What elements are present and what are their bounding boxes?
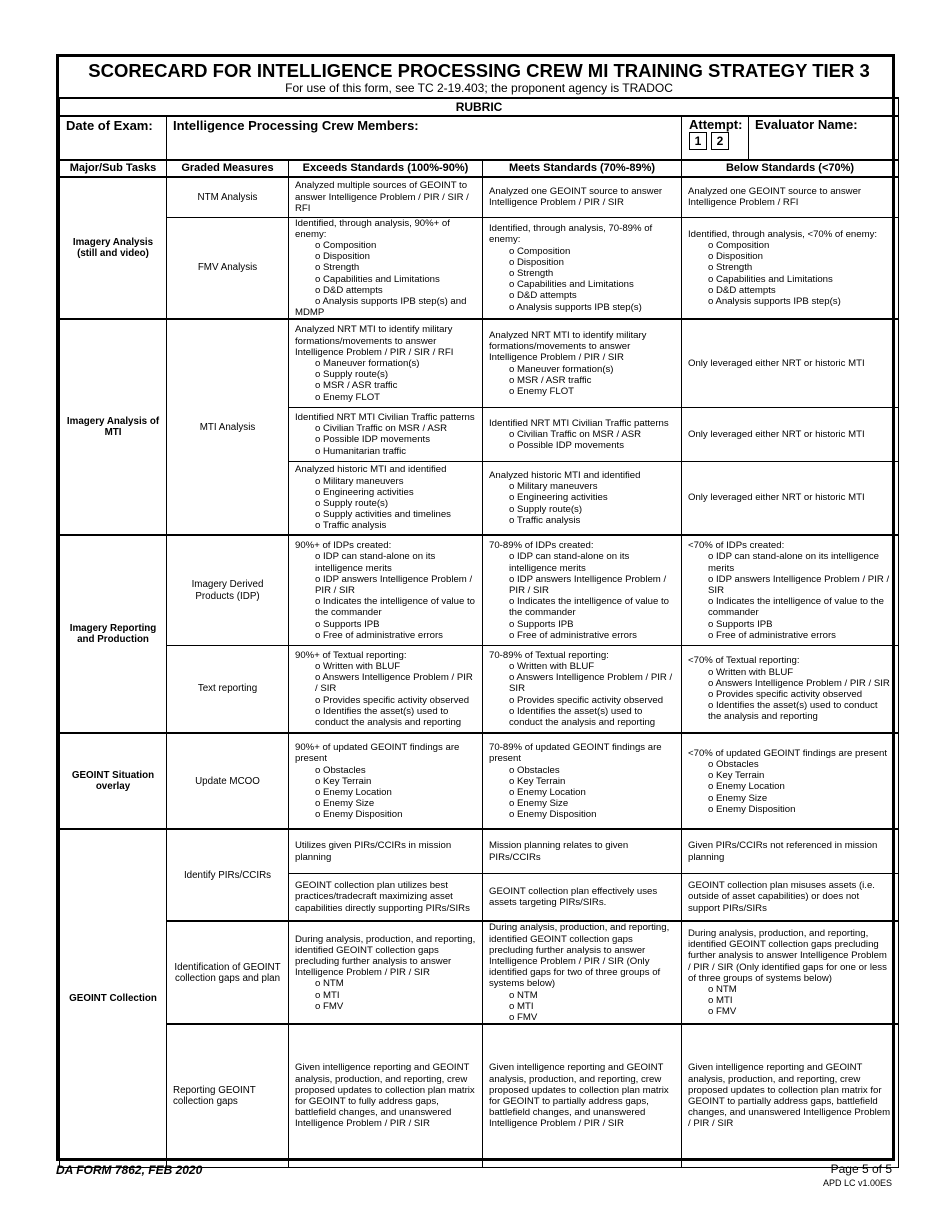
list-item: o Supports IPB <box>509 618 574 630</box>
cell-mcoo-meets <box>483 733 682 829</box>
list-item: o Enemy Location <box>509 786 586 798</box>
list-item: o Written with BLUF <box>509 661 595 673</box>
list-item: o Engineering activities <box>315 486 414 498</box>
list-item: o Answers Intelligence Problem / PIR / SIR <box>509 672 673 695</box>
cell-ntm-below: Analyzed one GEOINT source to answer Intelligence Problem / RFI <box>682 177 899 217</box>
attempt-2-box[interactable]: 2 <box>711 132 729 150</box>
list-item: o NTM <box>315 978 344 990</box>
scorecard-table <box>59 57 899 1168</box>
cell-pirs-r1-below: Given PIRs/CCIRs not referenced in mission planning <box>682 829 899 873</box>
list-item: o Provides specific activity observed <box>315 694 470 706</box>
col-header-measure: Graded Measures <box>167 160 289 177</box>
list-item: o Humanitarian traffic <box>315 445 407 457</box>
list-item: o Identifies the asset(s) used to conduct the analysis and reporting <box>509 705 656 729</box>
list-item: o Answers Intelligence Problem / PIR / SIR <box>315 672 473 695</box>
cell-mcoo-below <box>682 733 899 829</box>
list-item: o Maneuver formation(s) <box>315 357 420 369</box>
list-item: o Provides specific activity observed <box>509 694 664 706</box>
list-item: o MTI <box>708 995 733 1007</box>
measure-identify-pirs: Identify PIRs/CCIRs <box>167 829 289 921</box>
list-item: o Answers Intelligence Problem / PIR / SIR <box>708 677 890 689</box>
list-item: o IDP can stand-alone on its intelligence merits <box>708 551 880 574</box>
gaps-meets-text: During analysis, production, and reporting, identified GEOINT collection gaps precluding further analysis to answer Intelligence Problem / PIR / SIR (Only identified gaps for two of three groups of systems below) <box>489 922 670 990</box>
fmv-meets-intro: Identified, through analysis, 70-89% of enemy: <box>489 223 653 246</box>
cell-pirs-r2-meets: GEOINT collection plan effectively uses assets targeting PIRs/SIRs. <box>483 873 682 921</box>
list-item: o Maneuver formation(s) <box>509 363 614 375</box>
list-item: o Composition <box>509 245 571 257</box>
cell-text-below <box>682 645 899 733</box>
list-item: o Traffic analysis <box>315 520 387 532</box>
list-item: o Indicates the intelligence of value to the commander <box>315 596 476 619</box>
cell-pirs-r1-exceeds: Utilizes given PIRs/CCIRs in mission planning <box>289 829 483 873</box>
page-number: Page 5 of 5 <box>830 1162 892 1176</box>
crew-members-label: Intelligence Processing Crew Members: <box>173 118 419 133</box>
list-item: o Possible IDP movements <box>315 434 430 446</box>
list-item: o Written with BLUF <box>315 661 401 673</box>
list-item: o Disposition <box>708 251 763 263</box>
list-item: o D&D attempts <box>509 290 577 302</box>
list-item: o Disposition <box>509 256 564 268</box>
list-item: o NTM <box>708 983 737 995</box>
mti-r2-meets-intro: Identified NRT MTI Civilian Traffic patterns <box>489 417 669 429</box>
fmv-below-intro: Identified, through analysis, <70% of enemy: <box>688 228 878 240</box>
cell-gaps-below <box>682 921 899 1024</box>
list-item: o Obstacles <box>315 764 366 776</box>
task-geoint-overlay: GEOINT Situation overlay <box>60 733 167 829</box>
mti-r2-exceeds-intro: Identified NRT MTI Civilian Traffic patterns <box>295 411 475 423</box>
mti-r3-exceeds-intro: Analyzed historic MTI and identified <box>295 464 447 476</box>
cell-mti-r2-meets <box>483 407 682 461</box>
mti-r1-meets-intro: Analyzed NRT MTI to identify military formations/movements to answer Intelligence Problem / PIR / SIR <box>489 329 647 364</box>
list-item: o FMV <box>708 1006 737 1018</box>
list-item: o Enemy FLOT <box>509 385 575 397</box>
list-item: o Traffic analysis <box>509 514 581 526</box>
list-item: o Military maneuvers <box>509 481 598 493</box>
mcoo-meets-intro: 70-89% of updated GEOINT findings are present <box>489 742 662 765</box>
col-header-below: Below Standards (<70%) <box>682 160 899 177</box>
cell-pirs-r1-meets: Mission planning relates to given PIRs/CCIRs <box>483 829 682 873</box>
list-item: o Analysis supports IPB step(s) and <box>315 295 467 307</box>
cell-mcoo-exceeds <box>289 733 483 829</box>
list-item: o Supports IPB <box>708 618 773 630</box>
list-item: o Identifies the asset(s) used to conduct the analysis and reporting <box>315 705 462 729</box>
list-item: o Possible IDP movements <box>509 439 624 451</box>
cell-text-exceeds <box>289 645 483 733</box>
measure-fmv-analysis: FMV Analysis <box>167 217 289 319</box>
form-subtitle: For use of this form, see TC 2-19.403; the proponent agency is TRADOC <box>285 81 673 95</box>
page-footer <box>823 1162 892 1188</box>
cell-ntm-exceeds: Analyzed multiple sources of GEOINT to answer Intelligence Problem / PIR / SIR / RFI <box>289 177 483 217</box>
list-item: o Composition <box>708 239 770 251</box>
mcoo-exceeds-intro: 90%+ of updated GEOINT findings are present <box>295 742 460 765</box>
list-item: o Free of administrative errors <box>708 629 836 641</box>
cell-report-below: Given intelligence reporting and GEOINT analysis, production, and reporting, crew proposed updates to collection plan matrix for GEOINT to partially address gaps, battlefield changes, and unanswered Intelligence Problem / PIR / SIR <box>682 1024 899 1167</box>
list-item: o Enemy FLOT <box>315 391 381 403</box>
cell-mti-r1-meets <box>483 319 682 407</box>
list-item: o Enemy Disposition <box>315 809 403 821</box>
text-meets-intro: 70-89% of Textual reporting: <box>489 649 609 661</box>
date-of-exam-field[interactable] <box>60 116 167 160</box>
cell-report-exceeds: Given intelligence reporting and GEOINT analysis, production, and reporting, crew proposed updates to collection plan matrix for GEOINT to fully address gaps, battlefield changes, and unanswered Intelligence Problem / PIR / SIR <box>289 1024 483 1167</box>
task-imagery-reporting: Imagery Reporting and Production <box>60 535 167 733</box>
cell-pirs-r2-below: GEOINT collection plan misuses assets (i.e. outside of asset capabilities) or does not support PIRs/SIRs <box>682 873 899 921</box>
list-item: o MSR / ASR traffic <box>509 374 592 386</box>
list-item: o MTI <box>509 1000 534 1012</box>
list-item: o IDP answers Intelligence Problem / PIR / SIR <box>315 573 473 596</box>
attempt-1-box[interactable]: 1 <box>689 132 707 150</box>
crew-members-field[interactable] <box>167 116 682 160</box>
list-item: o Key Terrain <box>509 775 566 787</box>
evaluator-name-label: Evaluator Name: <box>755 117 858 132</box>
cell-pirs-r2-exceeds: GEOINT collection plan utilizes best practices/tradecraft maximizing asset capabilities directly supporting PIRs/SIRs <box>289 873 483 921</box>
list-item: o IDP answers Intelligence Problem / PIR / SIR <box>509 573 667 596</box>
measure-update-mcoo: Update MCOO <box>167 733 289 829</box>
cell-gaps-exceeds <box>289 921 483 1024</box>
mti-r1-exceeds-intro: Analyzed NRT MTI to identify military formations/movements to answer Intelligence Problem / PIR / SIR / RFI <box>295 324 454 358</box>
cell-mti-r2-exceeds <box>289 407 483 461</box>
list-item: o Provides specific activity observed <box>708 689 863 701</box>
measure-collection-gaps: Identification of GEOINT collection gaps and plan <box>167 921 289 1024</box>
list-item: o Supply route(s) <box>315 369 389 381</box>
list-item: o Strength <box>509 267 554 279</box>
mcoo-below-intro: <70% of updated GEOINT findings are present <box>688 747 888 759</box>
list-item: o Capabilities and Limitations <box>708 273 833 285</box>
list-item: o Engineering activities <box>509 492 608 504</box>
list-item: o Obstacles <box>708 758 759 770</box>
cell-mti-r3-below: Only leveraged either NRT or historic MTI <box>682 461 899 535</box>
scorecard-form <box>56 54 895 1161</box>
cell-mti-r1-exceeds <box>289 319 483 407</box>
measure-reporting-gaps: Reporting GEOINT collection gaps <box>167 1024 289 1167</box>
list-item: o MTI <box>315 989 340 1001</box>
idp-meets-intro: 70-89% of IDPs created: <box>489 540 594 552</box>
evaluator-name-field[interactable] <box>749 117 898 159</box>
cell-idp-below <box>682 535 899 645</box>
measure-mti-analysis: MTI Analysis <box>167 319 289 535</box>
list-item: o Free of administrative errors <box>315 629 443 641</box>
list-item: o Civilian Traffic on MSR / ASR <box>315 423 448 435</box>
list-item: o D&D attempts <box>708 284 776 296</box>
form-header <box>60 57 899 98</box>
cell-mti-r3-exceeds <box>289 461 483 535</box>
rubric-label: RUBRIC <box>60 98 899 116</box>
list-item: o Enemy Disposition <box>708 803 796 815</box>
list-item: o Written with BLUF <box>708 666 794 678</box>
list-item: o Enemy Disposition <box>509 809 597 821</box>
measure-ntm-analysis: NTM Analysis <box>167 177 289 217</box>
list-item: o Enemy Location <box>708 781 785 793</box>
cell-fmv-below <box>682 217 899 319</box>
list-item: o Military maneuvers <box>315 475 404 487</box>
fmv-exceeds-intro: Identified, through analysis, 90%+ of enemy: <box>295 217 450 240</box>
cell-mti-r3-meets <box>483 461 682 535</box>
list-item: o Obstacles <box>509 764 560 776</box>
list-item: o Supply route(s) <box>509 503 583 515</box>
date-of-exam-label: Date of Exam: <box>66 118 153 133</box>
task-imagery-analysis: Imagery Analysis (still and video) <box>60 177 167 319</box>
list-item: o Indicates the intelligence of value to the commander <box>509 596 670 619</box>
task-imagery-analysis-mti: Imagery Analysis of MTI <box>60 319 167 535</box>
list-item: o IDP can stand-alone on its intelligence merits <box>509 551 630 574</box>
list-item: o Analysis supports IPB step(s) <box>708 295 841 307</box>
gaps-exceeds-text: During analysis, production, and reporting, identified GEOINT collection gaps precluding further analysis to answer Intelligence Problem / PIR / SIR <box>295 933 476 979</box>
idp-exceeds-intro: 90%+ of IDPs created: <box>295 540 392 552</box>
mti-r3-meets-intro: Analyzed historic MTI and identified <box>489 470 641 482</box>
col-header-task: Major/Sub Tasks <box>60 160 167 177</box>
attempt-evaluator-cell <box>682 116 899 160</box>
col-header-exceeds: Exceeds Standards (100%-90%) <box>289 160 483 177</box>
measure-text-reporting: Text reporting <box>167 645 289 733</box>
list-item: o Enemy Size <box>315 798 375 810</box>
list-item: o Strength <box>708 262 753 274</box>
cell-fmv-exceeds <box>289 217 483 319</box>
attempt-label: Attempt: <box>689 117 743 132</box>
list-item: o Disposition <box>315 251 370 263</box>
cell-idp-meets <box>483 535 682 645</box>
list-item: o Enemy Location <box>315 786 392 798</box>
list-item: o IDP answers Intelligence Problem / PIR / SIR <box>708 573 890 596</box>
cell-idp-exceeds <box>289 535 483 645</box>
list-item: o Civilian Traffic on MSR / ASR <box>509 428 642 440</box>
text-below-intro: <70% of Textual reporting: <box>688 655 800 667</box>
list-item: o Composition <box>315 239 377 251</box>
list-item: o D&D attempts <box>315 284 383 296</box>
version-label: APD LC v1.00ES <box>822 1178 892 1188</box>
list-item: o Enemy Size <box>708 792 768 804</box>
list-item: o NTM <box>509 989 538 1001</box>
cell-text-meets <box>483 645 682 733</box>
list-item: o Capabilities and Limitations <box>315 273 440 285</box>
list-item: o FMV <box>509 1011 538 1023</box>
list-item: o Analysis supports IPB step(s) <box>509 301 642 313</box>
list-item: o Supports IPB <box>315 618 380 630</box>
list-item: o MSR / ASR traffic <box>315 380 398 392</box>
list-item: o Key Terrain <box>708 770 765 782</box>
col-header-meets: Meets Standards (70%-89%) <box>483 160 682 177</box>
idp-below-intro: <70% of IDPs created: <box>688 540 785 552</box>
list-item: o Identifies the asset(s) used to conduct the analysis and reporting <box>708 700 878 723</box>
list-item: o Strength <box>315 262 360 274</box>
list-item: o Capabilities and Limitations <box>509 279 634 291</box>
list-item: o Key Terrain <box>315 775 372 787</box>
list-item: o IDP can stand-alone on its intelligence merits <box>315 551 436 574</box>
cell-mti-r2-below: Only leveraged either NRT or historic MTI <box>682 407 899 461</box>
text-exceeds-intro: 90%+ of Textual reporting: <box>295 649 407 661</box>
list-item: o Indicates the intelligence of value to the commander <box>708 596 885 619</box>
cell-ntm-meets: Analyzed one GEOINT source to answer Intelligence Problem / PIR / SIR <box>483 177 682 217</box>
list-item: o Supply activities and timelines <box>315 509 451 521</box>
list-item: o Free of administrative errors <box>509 629 637 641</box>
gaps-below-text: During analysis, production, and reporting, identified GEOINT collection gaps precluding further analysis to answer Intelligence Problem / PIR / SIR (Only identified gaps for one or less of three groups of systems below) <box>688 927 887 984</box>
fmv-exceeds-tail: MDMP <box>295 307 325 319</box>
task-geoint-collection: GEOINT Collection <box>60 829 167 1167</box>
cell-fmv-meets <box>483 217 682 319</box>
list-item: o Supply route(s) <box>315 498 389 510</box>
cell-mti-r1-below: Only leveraged either NRT or historic MTI <box>682 319 899 407</box>
form-title: SCORECARD FOR INTELLIGENCE PROCESSING CREW MI TRAINING STRATEGY TIER 3 <box>88 60 870 81</box>
cell-report-meets: Given intelligence reporting and GEOINT analysis, production, and reporting, crew proposed updates to collection plan matrix for GEOINT to partially address gaps, battlefield changes, and unanswered Intelligence Problem / PIR / SIR <box>483 1024 682 1167</box>
list-item: o Enemy Size <box>509 798 569 810</box>
measure-idp: Imagery Derived Products (IDP) <box>167 535 289 645</box>
cell-gaps-meets <box>483 921 682 1024</box>
attempt-field <box>682 117 749 159</box>
list-item: o FMV <box>315 1000 344 1012</box>
form-number: DA FORM 7862, FEB 2020 <box>56 1163 203 1177</box>
